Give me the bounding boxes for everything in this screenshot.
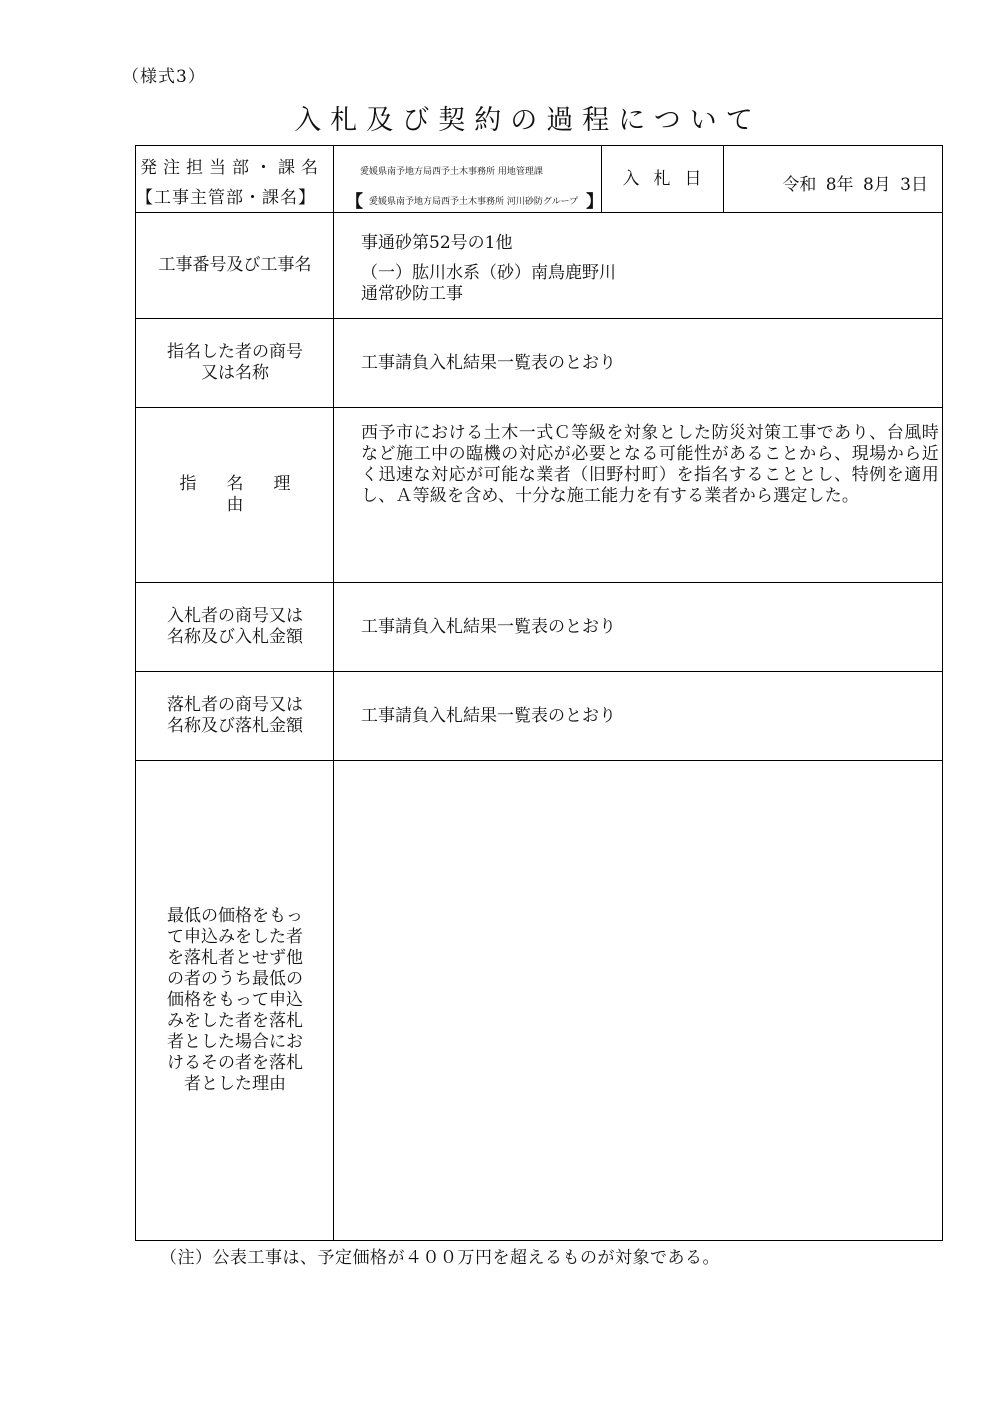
non-lowest-label-line: 最低の価格をもっ — [167, 906, 303, 926]
reason-label-cell — [136, 408, 334, 582]
designated-label — [136, 319, 334, 407]
bid-date-value: 令和 8年 8月 3日 — [782, 175, 928, 195]
bidders-label-line1: 入札者の商号又は — [167, 606, 303, 626]
bidders-value: 工事請負入札結果一覧表のとおり — [361, 616, 616, 637]
reason-value: 西予市における土木一式Ｃ等級を対象とした防災対策工事であり、台風時など施工中の臨機の対応が必要となる可能性があることから、現場から近く迅速な対応が可能な業者（旧野村町）を指名することとし、特例を適用し、Ａ等級を含め、十分な施工能力を有する業者から選定した。 — [361, 423, 939, 506]
non-lowest-label-line: を落札者とせず他 — [167, 948, 303, 968]
bracket-open: 【 — [346, 192, 363, 212]
designated-value: 工事請負入札結果一覧表のとおり — [361, 352, 616, 373]
non-lowest-label-line: の者のうち最低の — [167, 969, 303, 989]
ordering-office: 愛媛県南予地方局西予土木事務所 用地管理課 — [360, 167, 543, 177]
bid-date-label: 入札日 — [622, 169, 716, 189]
designated-label-line2: 又は名称 — [201, 363, 269, 383]
footnote: （注）公表工事は、予定価格が４００万円を超えるものが対象である。 — [160, 1248, 720, 1268]
non-lowest-label-line: けるその者を落札 — [167, 1053, 303, 1073]
winner-value: 工事請負入札結果一覧表のとおり — [361, 705, 616, 726]
project-name-line1: （一）肱川水系（砂）南鳥鹿野川 — [361, 263, 616, 283]
form-number: （様式3） — [122, 67, 206, 87]
dept-label: 発注担当部・課名 — [140, 158, 324, 178]
managing-office-row — [346, 187, 603, 212]
non-lowest-label-line: 価格をもって申込 — [167, 990, 303, 1010]
bidders-label — [136, 583, 334, 671]
bracket-close: 】 — [586, 192, 604, 212]
bid-date-cell — [724, 146, 942, 213]
non-lowest-value — [334, 761, 942, 1240]
reason-label: 指名理由 — [179, 474, 321, 515]
non-lowest-label-line: 者とした場合にお — [167, 1032, 303, 1052]
designated-cell — [334, 319, 942, 407]
winner-label — [136, 672, 334, 760]
bidders-label-line2: 名称及び入札金額 — [167, 627, 303, 647]
designated-label-line1: 指名した者の商号 — [167, 342, 303, 362]
winner-cell — [334, 672, 942, 760]
non-lowest-label-line: て申込みをした者 — [167, 927, 303, 947]
project-name-line2: 通常砂防工事 — [361, 284, 463, 304]
process-table — [135, 145, 943, 1241]
project-cell — [334, 213, 942, 318]
non-lowest-label — [136, 761, 334, 1240]
managing-office: 愛媛県南予地方局西予土木事務所 河川砂防グループ — [369, 197, 579, 207]
bidders-cell — [334, 583, 942, 671]
non-lowest-label-line: 者とした理由 — [184, 1074, 286, 1094]
office-cell — [334, 146, 602, 213]
winner-label-line1: 落札者の商号又は — [167, 695, 303, 715]
winner-label-line2: 名称及び落札金額 — [167, 716, 303, 736]
project-label: 工事番号及び工事名 — [158, 255, 312, 275]
managing-dept-label: 【工事主管部・課名】 — [136, 188, 316, 208]
dept-label-cell — [136, 146, 334, 213]
non-lowest-label-line: みをした者を落札 — [167, 1011, 303, 1031]
project-number: 事通砂第52号の1他 — [361, 233, 513, 253]
document-title: 入札及び契約の過程について — [294, 105, 762, 136]
